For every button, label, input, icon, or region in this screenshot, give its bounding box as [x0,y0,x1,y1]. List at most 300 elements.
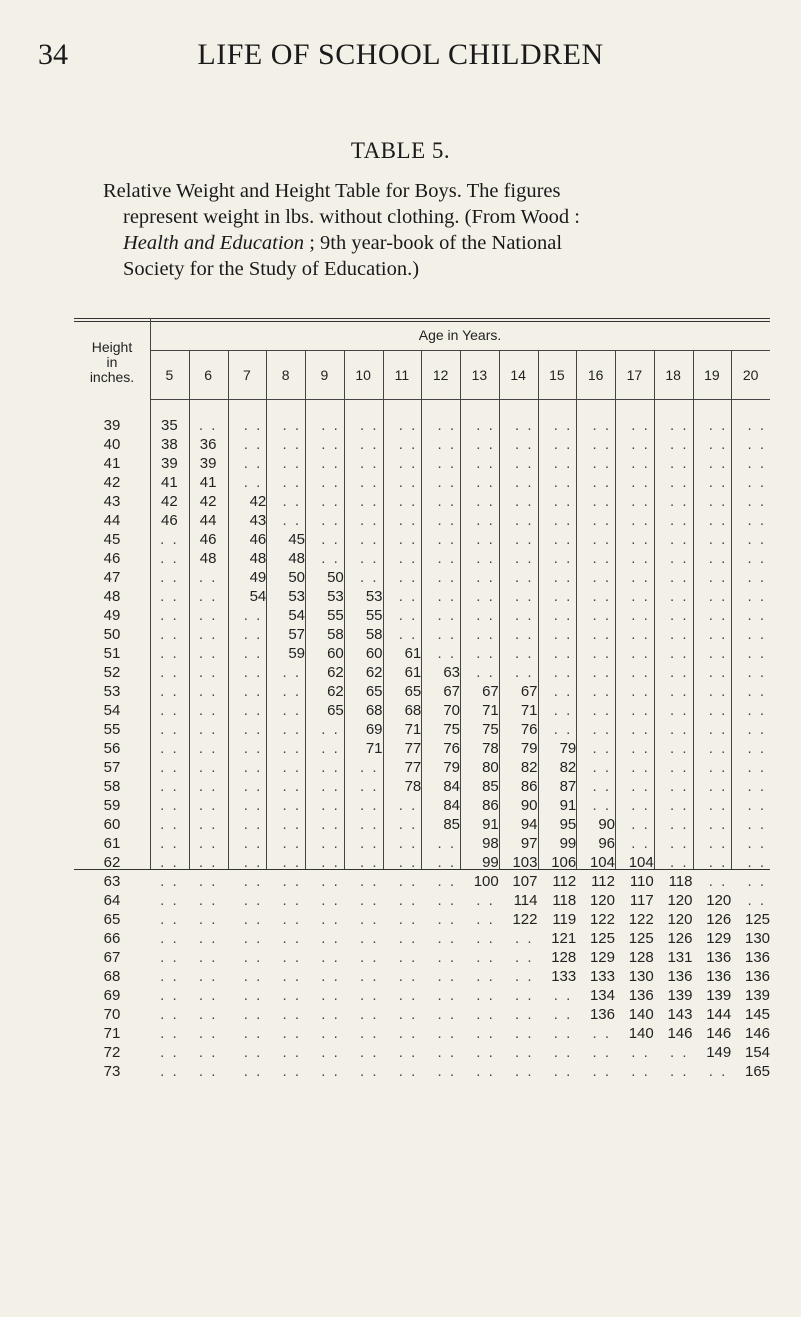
empty-cell: . . [243,797,263,814]
height-header-line-2: in [106,354,118,370]
weight-cell: 97 [520,835,538,852]
empty-cell: . . [747,645,767,662]
weight-cell: 149 [706,1044,732,1061]
empty-cell: . . [747,569,767,586]
weight-cell: 65 [404,683,422,700]
empty-cell: . . [437,455,456,472]
empty-cell: . . [282,892,301,909]
empty-cell: . . [282,987,301,1004]
weight-cell: 75 [482,721,499,738]
empty-cell: . . [321,531,340,548]
height-cell: 56 [103,740,121,757]
empty-cell: . . [708,797,728,814]
empty-cell: . . [592,455,611,472]
empty-cell: . . [359,873,379,890]
empty-cell: . . [747,417,767,434]
empty-cell: . . [437,949,456,966]
height-header-line-3: inches. [89,369,135,385]
empty-cell: . . [321,911,340,928]
empty-cell: . . [243,455,263,472]
empty-cell: . . [592,550,611,567]
empty-cell: . . [747,550,767,567]
height-cell: 57 [103,759,121,776]
empty-cell: . . [437,588,456,605]
empty-cell: . . [321,512,340,529]
empty-cell: . . [514,607,534,624]
empty-cell: . . [321,987,340,1004]
empty-cell: . . [243,721,263,738]
weight-cell: 165 [744,1063,771,1080]
empty-cell: . . [592,778,611,795]
empty-cell: . . [243,759,263,776]
empty-cell: . . [243,702,263,719]
empty-cell: . . [592,759,611,776]
empty-cell: . . [359,930,379,947]
running-head: LIFE OF SCHOOL CHILDREN [197,38,604,71]
empty-cell: . . [359,455,379,472]
weight-cell: 48 [288,550,305,567]
empty-cell: . . [747,721,767,738]
empty-cell: . . [198,1025,218,1042]
empty-cell: . . [669,569,689,586]
weight-cell: 68 [365,702,383,719]
empty-cell: . . [398,512,418,529]
height-cell: 69 [103,987,121,1004]
weight-cell: 146 [744,1025,771,1042]
empty-cell: . . [398,493,418,510]
weight-cell: 84 [443,778,460,795]
empty-cell: . . [553,626,573,643]
weight-cell: 114 [513,892,538,909]
empty-cell: . . [198,968,218,985]
empty-cell: . . [282,854,301,871]
weight-cell: 118 [552,892,577,909]
weight-cell: 125 [589,930,615,947]
height-cell: 54 [103,702,121,719]
empty-cell: . . [631,721,650,738]
empty-cell: . . [514,1063,534,1080]
empty-cell: . . [160,911,179,928]
weight-cell: 76 [520,721,538,738]
weight-cell: 80 [482,759,499,776]
empty-cell: . . [708,664,728,681]
empty-cell: . . [321,797,340,814]
empty-cell: . . [160,626,179,643]
empty-cell: . . [198,949,218,966]
empty-cell: . . [631,645,650,662]
empty-cell: . . [708,474,728,491]
empty-cell: . . [476,588,495,605]
empty-cell: . . [553,645,573,662]
empty-cell: . . [198,1063,218,1080]
empty-cell: . . [359,987,379,1004]
empty-cell: . . [282,702,301,719]
weight-cell: 85 [443,816,460,833]
empty-cell: . . [553,512,573,529]
weight-cell: 129 [706,930,732,947]
empty-cell: . . [160,797,179,814]
column-divider [266,350,267,869]
weight-cell: 68 [404,702,422,719]
empty-cell: . . [243,778,263,795]
empty-cell: . . [243,873,263,890]
weight-cell: 48 [199,550,217,567]
empty-cell: . . [592,645,611,662]
age-column-header: 6 [204,366,213,383]
empty-cell: . . [592,1063,611,1080]
empty-cell: . . [631,550,650,567]
height-cell: 61 [103,835,121,852]
empty-cell: . . [631,493,650,510]
weight-cell: 128 [628,949,654,966]
table-row [74,1062,770,1081]
height-cell: 48 [103,588,121,605]
empty-cell: . . [514,569,534,586]
height-cell: 55 [103,721,121,738]
empty-cell: . . [359,816,379,833]
weight-cell: 120 [667,892,693,909]
empty-cell: . . [321,892,340,909]
weight-cell: 78 [482,740,499,757]
weight-cell: 70 [443,702,460,719]
empty-cell: . . [514,493,534,510]
weight-cell: 100 [473,873,499,890]
empty-cell: . . [514,474,534,491]
empty-cell: . . [514,987,534,1004]
weight-cell: 59 [288,645,305,662]
empty-cell: . . [476,607,495,624]
height-cell: 62 [103,854,121,871]
weight-cell: 112 [591,873,615,890]
empty-cell: . . [160,607,179,624]
column-divider [189,350,190,869]
empty-cell: . . [553,664,573,681]
empty-cell: . . [243,816,263,833]
empty-cell: . . [669,474,689,491]
weight-cell: 42 [199,493,217,510]
weight-cell: 86 [482,797,499,814]
weight-cell: 57 [288,626,305,643]
empty-cell: . . [243,835,263,852]
height-cell: 65 [103,911,121,928]
weight-cell: 98 [482,835,499,852]
empty-cell: . . [669,1063,689,1080]
weight-cell: 118 [668,873,693,890]
weight-cell: 71 [365,740,383,757]
weight-cell: 50 [288,569,305,586]
empty-cell: . . [631,664,650,681]
empty-cell: . . [160,721,179,738]
empty-cell: . . [669,664,689,681]
empty-cell: . . [708,455,728,472]
empty-cell: . . [708,778,728,795]
empty-cell: . . [437,417,456,434]
empty-cell: . . [631,436,650,453]
empty-cell: . . [747,512,767,529]
table-row [74,1024,770,1043]
empty-cell: . . [631,1063,650,1080]
empty-cell: . . [514,436,534,453]
empty-cell: . . [243,911,263,928]
empty-cell: . . [321,778,340,795]
empty-cell: . . [198,759,218,776]
weight-cell: 85 [482,778,499,795]
height-column-header [74,318,150,399]
age-column-header: 12 [432,366,449,383]
weight-cell: 86 [520,778,538,795]
weight-cell: 133 [551,968,577,985]
weight-cell: 99 [482,854,499,871]
empty-cell: . . [160,645,179,662]
height-cell: 43 [103,493,121,510]
empty-cell: . . [747,702,767,719]
empty-cell: . . [282,474,301,491]
empty-cell: . . [437,1063,456,1080]
height-cell: 70 [103,1006,121,1023]
caption-line-3-rest: ; 9th year-book of the National [304,232,563,254]
empty-cell: . . [592,417,611,434]
top-rule [74,318,770,319]
empty-cell: . . [747,797,767,814]
weight-cell: 121 [551,930,577,947]
weight-cell: 63 [443,664,460,681]
empty-cell: . . [669,607,689,624]
column-divider [693,350,694,869]
empty-cell: . . [359,797,379,814]
empty-cell: . . [398,930,418,947]
weight-cell: 54 [249,588,267,605]
empty-cell: . . [160,1063,179,1080]
height-cell: 71 [103,1025,121,1042]
empty-cell: . . [282,1044,301,1061]
empty-cell: . . [398,987,418,1004]
age-group-header: Age in Years. [418,327,502,343]
empty-cell: . . [160,740,179,757]
empty-cell: . . [359,968,379,985]
empty-cell: . . [160,759,179,776]
height-cell: 58 [103,778,121,795]
empty-cell: . . [359,550,379,567]
weight-cell: 128 [551,949,577,966]
empty-cell: . . [631,626,650,643]
table-row [74,986,770,1005]
age-column-header: 5 [165,366,174,383]
empty-cell: . . [282,778,301,795]
empty-cell: . . [708,740,728,757]
empty-cell: . . [398,607,418,624]
empty-cell: . . [553,607,573,624]
empty-cell: . . [359,892,379,909]
empty-cell: . . [398,1044,418,1061]
weight-height-table [74,318,771,1080]
empty-cell: . . [398,835,418,852]
empty-cell: . . [282,835,301,852]
empty-cell: . . [398,531,418,548]
empty-cell: . . [321,740,340,757]
empty-cell: . . [669,417,689,434]
weight-cell: 110 [629,873,654,890]
empty-cell: . . [282,873,301,890]
empty-cell: . . [243,854,263,871]
empty-cell: . . [592,740,611,757]
weight-cell: 53 [288,588,305,605]
weight-cell: 119 [552,911,577,928]
empty-cell: . . [243,474,263,491]
empty-cell: . . [160,854,179,871]
empty-cell: . . [553,721,573,738]
height-cell: 46 [103,550,121,567]
table-row [74,967,770,986]
empty-cell: . . [198,683,218,700]
empty-cell: . . [592,702,611,719]
empty-cell: . . [359,569,379,586]
weight-cell: 120 [706,892,732,909]
empty-cell: . . [708,550,728,567]
empty-cell: . . [198,854,218,871]
empty-cell: . . [476,949,495,966]
empty-cell: . . [708,683,728,700]
table-caption [103,178,763,282]
empty-cell: . . [359,1006,379,1023]
empty-cell: . . [398,436,418,453]
weight-cell: 58 [327,626,344,643]
age-column-header: 9 [320,366,329,383]
page-number: 34 [38,38,68,71]
weight-cell: 154 [744,1044,771,1061]
empty-cell: . . [669,588,689,605]
empty-cell: . . [282,417,301,434]
height-header-line-1: Height [91,339,133,355]
empty-cell: . . [631,759,650,776]
empty-cell: . . [321,930,340,947]
empty-cell: . . [669,436,689,453]
empty-cell: . . [553,455,573,472]
empty-cell: . . [243,892,263,909]
weight-cell: 38 [161,436,178,453]
empty-cell: . . [282,740,301,757]
empty-cell: . . [669,835,689,852]
empty-cell: . . [669,854,689,871]
weight-cell: 136 [628,987,654,1004]
weight-cell: 50 [327,569,344,586]
weight-cell: 46 [161,512,178,529]
caption-line-4: Society for the Study of Education.) [123,258,420,280]
weight-cell: 126 [667,930,693,947]
empty-cell: . . [631,512,650,529]
empty-cell: . . [359,1044,379,1061]
empty-cell: . . [321,493,340,510]
empty-cell: . . [553,1025,573,1042]
weight-cell: 36 [199,436,217,453]
empty-cell: . . [198,626,218,643]
empty-cell: . . [708,531,728,548]
empty-cell: . . [160,1006,179,1023]
empty-cell: . . [398,550,418,567]
weight-cell: 65 [365,683,383,700]
empty-cell: . . [359,417,379,434]
table-row [74,929,770,948]
empty-cell: . . [553,1006,573,1023]
empty-cell: . . [398,1006,418,1023]
empty-cell: . . [398,474,418,491]
weight-cell: 77 [404,759,422,776]
table-row [74,872,770,891]
empty-cell: . . [708,816,728,833]
empty-cell: . . [553,588,573,605]
empty-cell: . . [592,436,611,453]
empty-cell: . . [321,474,340,491]
height-cell: 72 [103,1044,121,1061]
caption-line-2: represent weight in lbs. without clothing. (From Wood : [123,206,580,228]
weight-cell: 95 [559,816,577,833]
empty-cell: . . [282,911,301,928]
empty-cell: . . [631,702,650,719]
height-cell: 47 [103,569,121,586]
empty-cell: . . [243,436,263,453]
empty-cell: . . [631,455,650,472]
empty-cell: . . [669,778,689,795]
weight-cell: 112 [552,873,577,890]
empty-cell: . . [476,512,495,529]
empty-cell: . . [708,417,728,434]
age-column-header: 18 [665,366,681,383]
weight-cell: 58 [365,626,383,643]
weight-cell: 79 [443,759,460,776]
height-cell: 64 [103,892,121,909]
empty-cell: . . [631,740,650,757]
height-cell: 44 [103,512,121,529]
empty-cell: . . [708,626,728,643]
empty-cell: . . [747,835,767,852]
height-cell: 63 [103,873,121,890]
height-cell: 50 [103,626,121,643]
empty-cell: . . [437,911,456,928]
empty-cell: . . [747,588,767,605]
empty-cell: . . [160,531,179,548]
empty-cell: . . [553,474,573,491]
empty-cell: . . [160,987,179,1004]
table-row [74,910,770,929]
empty-cell: . . [359,531,379,548]
empty-cell: . . [359,493,379,510]
column-divider [576,350,577,869]
weight-cell: 41 [199,474,217,491]
empty-cell: . . [669,626,689,643]
bottom-rule [74,869,770,870]
weight-cell: 99 [559,835,577,852]
empty-cell: . . [553,1063,573,1080]
weight-cell: 136 [667,968,693,985]
empty-cell: . . [198,417,218,434]
empty-cell: . . [160,949,179,966]
height-cell: 60 [103,816,121,833]
weight-cell: 120 [589,892,615,909]
empty-cell: . . [160,569,179,586]
empty-cell: . . [669,721,689,738]
column-divider [654,350,655,869]
weight-cell: 129 [589,949,615,966]
empty-cell: . . [282,436,301,453]
empty-cell: . . [476,417,495,434]
empty-cell: . . [437,474,456,491]
empty-cell: . . [476,1044,495,1061]
empty-cell: . . [476,436,495,453]
empty-cell: . . [243,930,263,947]
empty-cell: . . [708,569,728,586]
empty-cell: . . [669,1044,689,1061]
empty-cell: . . [592,626,611,643]
weight-cell: 139 [744,987,771,1004]
